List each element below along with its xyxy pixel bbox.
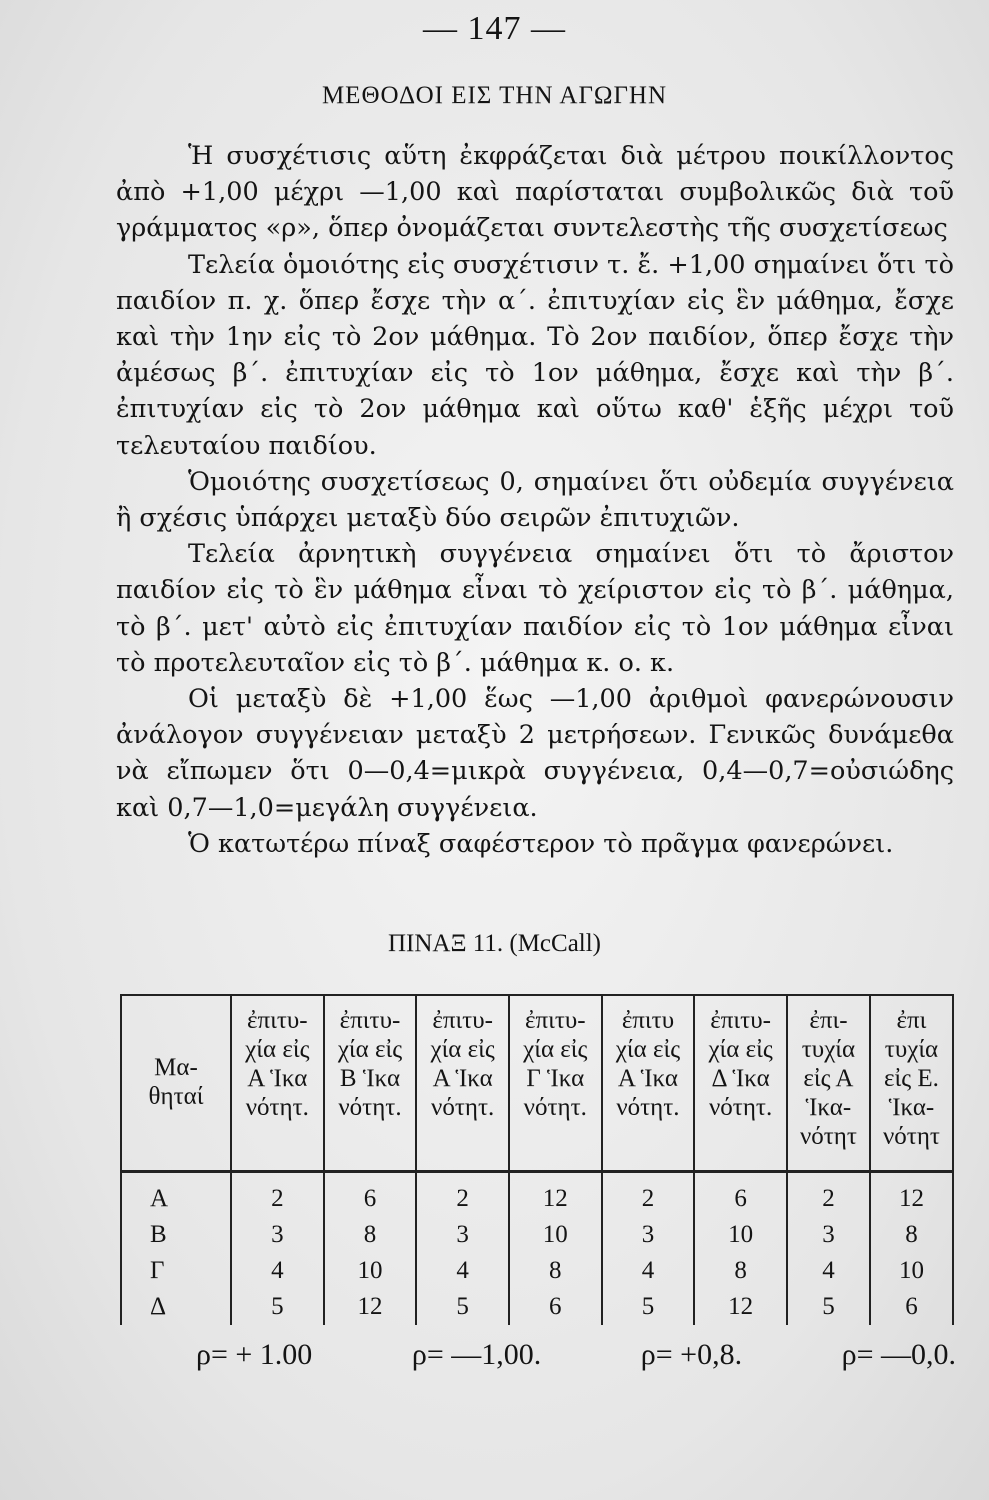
column-header [416,995,509,1172]
header-line: Μα- [154,1054,198,1081]
table-cell: 2 [231,1172,324,1218]
paragraph: Οἱ μεταξὺ δὲ +1,00 ἕως —1,00 ἀριθμοὶ φανερώνουσιν ἀνάλογον συγγένειαν μεταξὺ 2 μετρήσεων. Γενικῶς δυνάμεθα νὰ εἴπωμεν ὅτι 0—0,4=μικρὰ συγγένεια, 0,4—0,7=οὐσιώδης καὶ 0,7—1,0=μεγάλη συγγένεια. [116,684,954,823]
table-cell: 6 [509,1289,602,1325]
table-cell: 8 [694,1253,787,1289]
header-line: ἐπιτυ- [339,1007,401,1034]
table-cell: 4 [787,1253,870,1289]
table-cell: 2 [416,1172,509,1218]
table-cell: 12 [870,1172,953,1218]
header-line: νότητ. [338,1094,402,1121]
correlation-table [120,994,954,1325]
table-cell: 3 [231,1217,324,1253]
table-cell: 3 [416,1217,509,1253]
table-cell: 5 [416,1289,509,1325]
table-row [121,1217,953,1253]
column-header-students [121,995,231,1172]
table-cell: 12 [324,1289,417,1325]
table-cell: 3 [787,1217,870,1253]
paragraph: Ὁ κατωτέρω πίναξ σαφέστερον τὸ πρᾶγμα φανερώνει. [188,828,894,859]
table-cell: 10 [870,1253,953,1289]
table-cell: 6 [694,1172,787,1218]
column-header [602,995,695,1172]
table-body [121,1172,953,1326]
column-header [694,995,787,1172]
table-cell: 10 [694,1217,787,1253]
column-header [231,995,324,1172]
body-text [116,138,954,862]
paragraph: Ἡ συσχέτισις αὕτη ἐκφράζεται διὰ μέτρου ποικίλλοντος ἀπὸ +1,00 μέχρι —1,00 καὶ παρίσταται συμβολικῶς διὰ τοῦ γράμματος «ρ», ὅπερ ὀνομάζεται συντελεστὴς τῆς συσχετίσεως [116,141,954,244]
header-line: Ἱκα- [805,1094,852,1121]
table-row [121,1172,953,1218]
paragraph: Ὁμοιότης συσχετίσεως 0, σημαίνει ὅτι οὐδεμία συγγένεια ἢ σχέσις ὑπάρχει μεταξὺ δύο σειρῶν ἐπιτυχιῶν. [116,466,954,534]
row-label: Δ [121,1289,231,1325]
table-row [121,1253,953,1289]
header-line: νότητ. [245,1094,309,1121]
table-header-row [121,995,953,1172]
table-cell: 3 [602,1217,695,1253]
table-cell: 6 [324,1172,417,1218]
column-header [787,995,870,1172]
running-head: ΜΕΘΟΔΟΙ ΕΙΣ ΤΗΝ ΑΓΩΓΗΝ [321,82,668,109]
header-line: ἐπιτυ- [524,1007,586,1034]
header-line: Γ Ἱκα [526,1065,585,1092]
header-line: χία εἰς [523,1036,588,1063]
header-line: Β Ἱκα [339,1065,401,1092]
row-label: Α [121,1172,231,1218]
header-line: εἰς Ε. [884,1065,939,1092]
header-line: χία εἰς [337,1036,403,1063]
header-line: χία εἰς [708,1036,773,1063]
header-line: Δ Ἱκα [711,1065,770,1092]
header-line: Α Ἱκα [247,1065,308,1092]
header-line: νότητ [799,1123,857,1150]
table-cell: 8 [324,1217,417,1253]
column-header [324,995,417,1172]
header-line: ἐπιτυ [621,1007,675,1034]
table-cell: 4 [602,1253,695,1289]
page-number: — 147 — [423,10,566,47]
table-cell: 6 [870,1289,953,1325]
header-line: ἐπιτυ- [247,1007,308,1034]
header-line: νότητ. [616,1094,680,1121]
header-line: νότητ. [431,1094,495,1121]
column-header [870,995,953,1172]
paragraph: Τελεία ἀρνητικὴ συγγένεια σημαίνει ὅτι τὸ ἄριστον παιδίον εἰς τὸ ἓν μάθημα εἶναι τὸ χείριστον εἰς τὸ β΄. μάθημα, τὸ β΄. μετ' αὐτὸ εἰς ἐπιτυχίαν παιδίον εἰς τὸ 1ον μάθημα εἶναι τὸ προτελευταῖον εἰς τὸ β΄. μάθημα κ. ο. κ. [116,539,954,678]
header-line: θηταί [148,1083,204,1110]
paragraph: Τελεία ὁμοιότης εἰς συσχέτισιν τ. ἔ. +1,00 σημαίνει ὅτι τὸ παιδίον π. χ. ὅπερ ἔσχε τὴν α΄. ἐπιτυχίαν εἰς ἓν μάθημα, ἔσχε καὶ τὴν 1ην εἰς τὸ 2ον μάθημα. Τὸ 2ον παιδίον, ὅπερ ἔσχε τὴν ἀμέσως β΄. ἐπιτυχίαν εἰς τὸ 1ον μάθημα, ἔσχε καὶ τὴν β΄. ἐπιτυχίαν εἰς τὸ 2ον μάθημα καὶ οὕτω καθ' ἑξῆς μέχρι τοῦ τελευταίου παιδίου. [116,249,954,461]
header-line: Α Ἱκα [617,1065,679,1092]
table-cell: 10 [509,1217,602,1253]
table-cell: 5 [231,1289,324,1325]
header-line: νότητ. [523,1094,587,1121]
rho-value: ρ= —1,00. [411,1338,542,1371]
table-cell: 10 [324,1253,417,1289]
table-cell: 12 [694,1289,787,1325]
header-line: νότητ [882,1123,940,1150]
table-caption: ΠΙΝΑΞ 11. (McCall) [387,930,602,957]
rho-value: ρ= + 1.00 [196,1338,313,1371]
table-cell: 8 [509,1253,602,1289]
header-line: ἐπιτυ- [710,1007,771,1034]
rho-value: ρ= +0,8. [640,1338,743,1371]
row-label: Γ [121,1253,231,1289]
header-line: τυχία [801,1036,856,1063]
table-cell: 2 [787,1172,870,1218]
table-cell: 4 [416,1253,509,1289]
header-line: τυχία [884,1036,939,1063]
rho-value: ρ= —0,0. [841,1338,956,1371]
table-cell: 5 [787,1289,870,1325]
table-cell: 4 [231,1253,324,1289]
column-header [509,995,602,1172]
header-line: χία εἰς [615,1036,681,1063]
table-cell: 12 [509,1172,602,1218]
header-line: χία εἰς [245,1036,310,1063]
table-row [121,1289,953,1325]
header-line: Α Ἱκα [432,1065,493,1092]
header-line: εἰς Α [803,1065,854,1092]
table-cell: 2 [602,1172,695,1218]
header-line: ἐπιτυ- [432,1007,493,1034]
table-cell: 5 [602,1289,695,1325]
header-line: ἐπι [896,1007,927,1034]
rho-values [196,1338,956,1372]
header-line: ἐπι- [809,1007,848,1034]
header-line: Ἱκα- [888,1094,935,1121]
row-label: Β [121,1217,231,1253]
table-cell: 8 [870,1217,953,1253]
header-line: νότητ. [708,1094,773,1121]
header-line: χία εἰς [430,1036,495,1063]
